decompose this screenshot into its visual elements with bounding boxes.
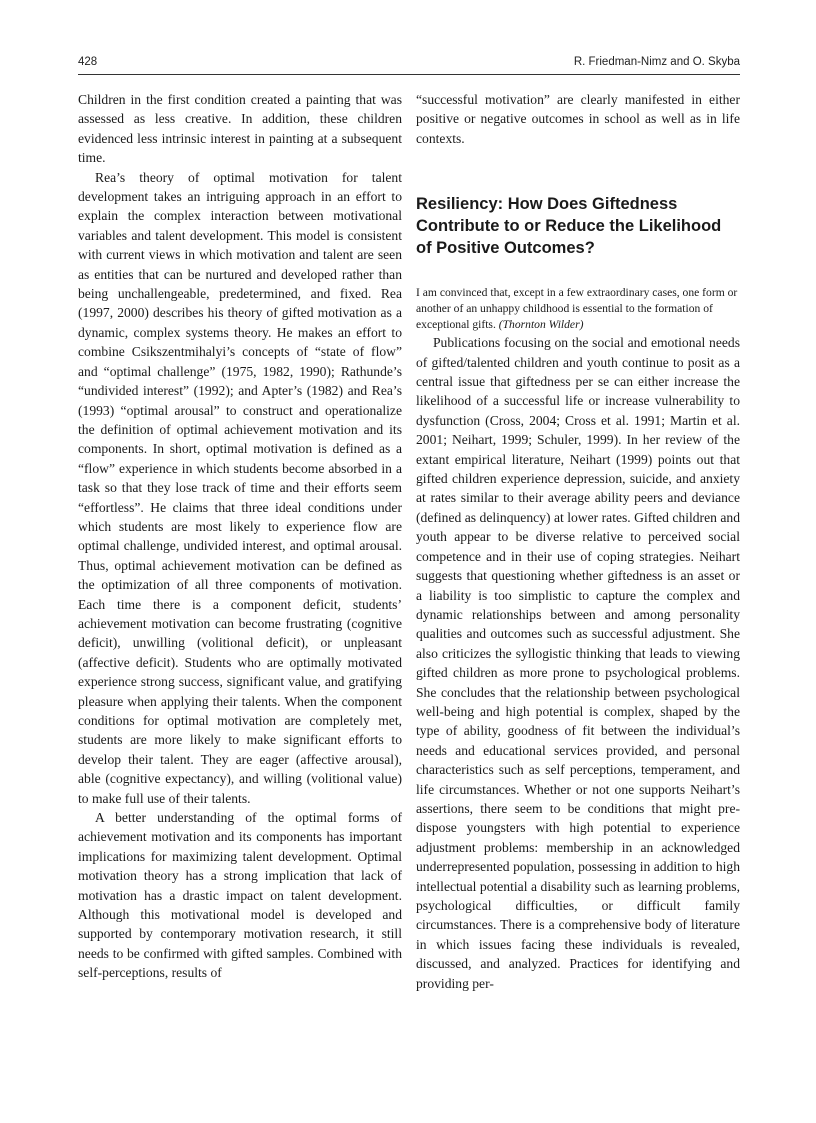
epigraph-quote: I am convinced that, except in a few extraordinary cases, one form or another of an unhappy childhood is essential to the formation of exceptional gifts. bbox=[416, 286, 738, 332]
page-number: 428 bbox=[78, 56, 98, 68]
epigraph-source: (Thornton Wilder) bbox=[498, 318, 584, 332]
paragraph-rea-theory: Rea’s theory of optimal motivation for talent development takes an intriguing approach in an effort to explain the complex interaction between motivational variables and talent development. This model is consistent with current views in which motivation and talent are seen as entities that can be nurtured and developed rather than being unchallengeable, predetermined, and fixed. Rea (1997, 2000) describes his theory of gifted motivation as a dynamic, complex systems theory. He makes an effort to combine Csikszentmihalyi’s concepts of “state of flow” and “optimal challenge” (1975, 1982, 1990); Rathunde’s “undivided interest” (1992); and Apter’s (1982) and Rea’s (1993) “optimal arousal” to construct and operationalize the definition of optimal achievement motivation and its components. In short, optimal motivation is defined as a “flow” experience in which students become absorbed in a task so that they lose track of time and their efforts seem “effortless”. He claims that three ideal conditions under which students are most likely to experience flow are optimal challenge, undivided interest, and optimal arousal. Thus, optimal achievement motivation can be defined as the optimization of all three components of motivation. Each time there is a component deficit, students’ achievement motivation can become frustrating (cognitive deficit), unwilling (volitional deficit), or unpleasant (affective deficit). Students who are optimally motivated experience strong success, significant value, and gratifying pleasure when applying their talents. When the component conditions for optimal motivation are completely met, students are more likely to make significant efforts to develop their talent. They are eager (affective arousal), able (cognitive expectancy), and willing (volitional value) to make full use of their talents. bbox=[78, 169, 402, 806]
paragraph-resiliency: Publications focusing on the social and emotional needs of gifted/talented children and youth continue to posit as a central issue that giftedness per se can either increase the likelihood of a successful life or increase vulnerability to dysfunction (Cross, 2004; Cross et al. 1991; Martin et al. 2001; Neihart, 1999; Schuler, 1999). In her review of the extant empirical literature, Neihart (1999) points out that gifted children experience depression, suicide, and anxiety at rates similar to their average ability peers and deviance (defined as delinquency) at lower rates. Gifted children and youth appear to be diverse relative to perceived social competence and in their use of coping strategies. Neihart suggests that questioning whether giftedness is an asset or a liability is too simplistic to capture the complex and dynamic relationships between and among personality qualities and outcomes such as successful adjustment. She also criticizes the syllogistic thinking that leads to viewing gifted children as more prone to psychological problems. She concludes that the relationship between psychological well-being and high potential is complex, shaped by the type of ability, goodness of fit between the individual’s needs and educational services provided, and personal characteristics such as self perceptions, temperament, and life circumstances. Whether or not one supports Neihart’s assertions, there seem to be conditions that might pre-dispose youngsters with high potential to experience adjustment problems: membership in an acknowledged underrepresented population, possessing in addition to high intellectual potential a disability such as learning problems, psychological difficulties, or difficult family circumstances. There is a comprehensive body of literature in which issues facing these individuals is revealed, discussed, and analyzed. Practices for identifying and providing per- bbox=[416, 335, 740, 991]
paragraph-continuation: Children in the first condition created a painting that was assessed as less creative. In addition, these children evidenced less intrinsic interest in painting at a subsequent time. bbox=[78, 92, 402, 166]
running-head bbox=[78, 56, 740, 72]
header-rule bbox=[78, 74, 740, 75]
paragraph-implications: A better understanding of the optimal forms of achievement motivation and its components has important implications for maximizing talent development. Optimal motivation theory has a strong implication that lack of motivation has a drastic impact on talent development. Although this motivational model is developed and supported by contemporary motivation research, it still needs to be confirmed with gifted samples. Combined with self-perceptions, results of bbox=[78, 810, 402, 981]
left-column bbox=[78, 90, 402, 983]
paragraph-continuation-right: “successful motivation” are clearly manifested in either positive or negative outcomes in school as well as in life contexts. bbox=[416, 92, 740, 146]
section-heading: Resiliency: How Does Giftedness Contribute to or Reduce the Likelihood of Positive Outcomes? bbox=[416, 195, 722, 258]
right-column bbox=[416, 90, 740, 993]
epigraph bbox=[416, 285, 740, 333]
running-head-authors: R. Friedman-Nimz and O. Skyba bbox=[573, 56, 740, 68]
